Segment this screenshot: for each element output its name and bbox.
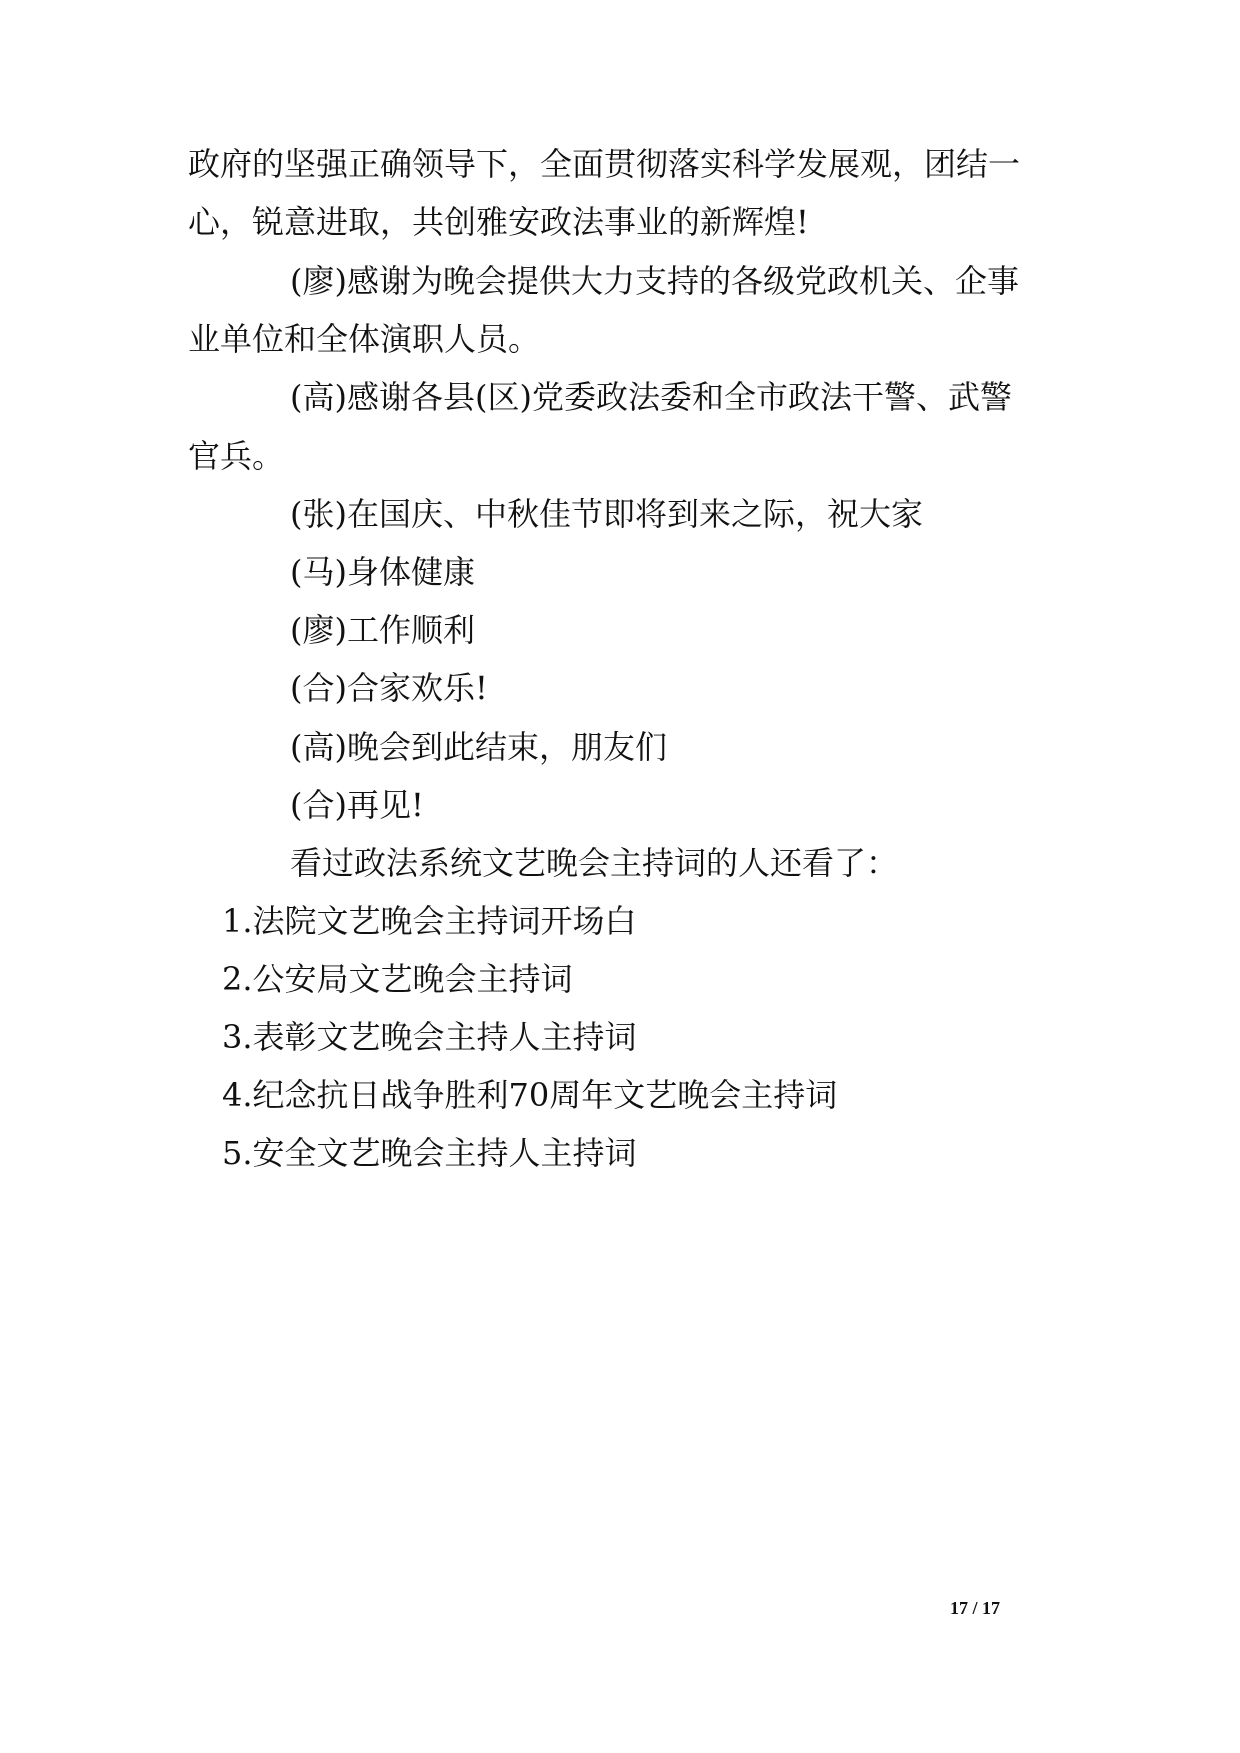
- paragraph-line: 业单位和全体演职人员。: [188, 320, 541, 358]
- page-number: 17 / 17: [950, 1598, 1001, 1618]
- dialogue-line: (合)合家欢乐!: [290, 669, 488, 707]
- dialogue-line: (廖)工作顺利: [290, 611, 475, 649]
- related-heading: 看过政法系统文艺晚会主持词的人还看了：: [290, 844, 899, 882]
- dialogue-line: (高)晚会到此结束，朋友们: [290, 728, 667, 766]
- related-list-item: 4.纪念抗日战争胜利70周年文艺晚会主持词: [222, 1076, 838, 1114]
- paragraph-line: (高)感谢各县(区)党委政法委和全市政法干警、武警: [290, 378, 1012, 416]
- paragraph-line: 心，锐意进取，共创雅安政法事业的新辉煌!: [188, 203, 809, 241]
- paragraph-line: 官兵。: [188, 437, 285, 475]
- related-list-item: 3.表彰文艺晚会主持人主持词: [222, 1018, 637, 1056]
- related-list-item: 2.公安局文艺晚会主持词: [222, 960, 573, 998]
- dialogue-line: (合)再见!: [290, 786, 424, 824]
- dialogue-line: (张)在国庆、中秋佳节即将到来之际，祝大家: [290, 495, 923, 533]
- related-list-item: 5.安全文艺晚会主持人主持词: [222, 1134, 637, 1172]
- paragraph-line: (廖)感谢为晚会提供大力支持的各级党政机关、企事: [290, 262, 1019, 300]
- dialogue-line: (马)身体健康: [290, 553, 475, 591]
- related-list-item: 1.法院文艺晚会主持词开场白: [222, 902, 637, 940]
- paragraph-line: 政府的坚强正确领导下，全面贯彻落实科学发展观，团结一: [188, 145, 1021, 183]
